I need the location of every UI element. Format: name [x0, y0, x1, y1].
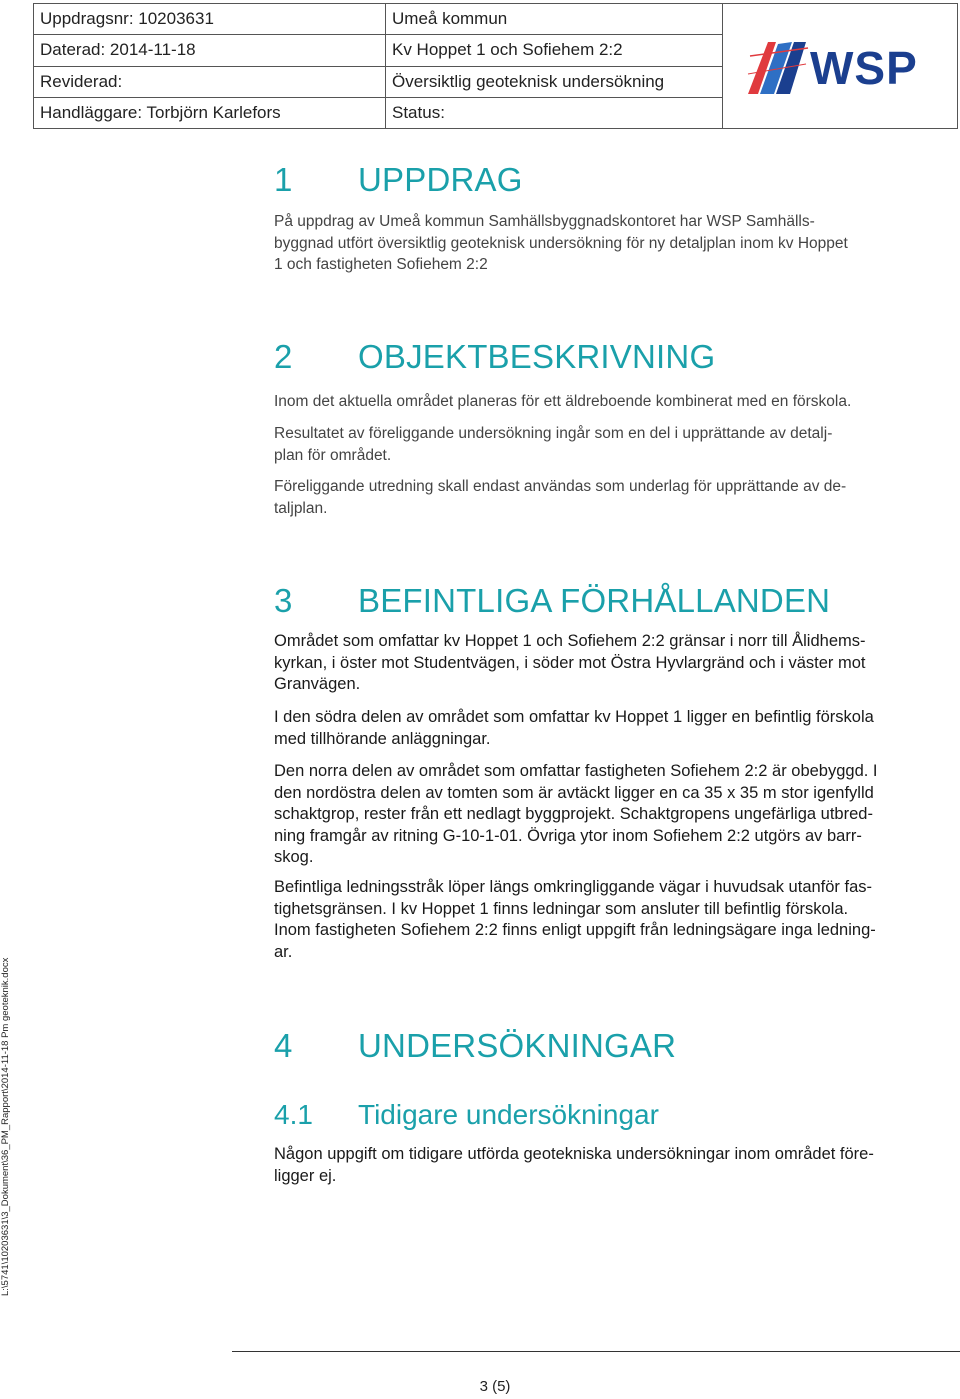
paragraph: Befintliga ledningsstråk löper längs omkringliggande vägar i huvudsak utanför fas- tighetsgränsen. I kv Hoppet 1 finns ledningar som ansluter till befintlig förskola. Inom fastigheten Sofiehem 2:2 finns enligt uppgift från ledningsägare inga ledning- ar.: [274, 878, 876, 961]
subsection-number: 4.1: [274, 1099, 313, 1130]
wsp-logo-text: WSP: [810, 42, 918, 94]
date-field: Daterad: 2014-11-18: [34, 35, 386, 66]
section-number: 3: [274, 582, 293, 619]
subsection-title: Tidigare undersökningar: [358, 1099, 659, 1130]
status-field: Status:: [386, 97, 723, 128]
paragraph: Inom det aktuella området planeras för ett äldreboende kombinerat med en förskola.: [274, 393, 852, 410]
page-number-text: 3 (5): [479, 1378, 511, 1395]
client-name: Umeå kommun: [386, 4, 723, 35]
wsp-logo: [746, 34, 934, 98]
section-number: 2: [274, 338, 293, 375]
paragraph: Föreliggande utredning skall endast användas som underlag för upprättande av de- taljplan.: [274, 478, 847, 517]
handler-field: Handläggare: Torbjörn Karlefors: [34, 97, 386, 128]
subsection-heading-tidigare-undersokningar: [274, 1099, 659, 1131]
paragraph: Resultatet av föreliggande undersökning ingår som en del i upprättande av detalj- plan för området.: [274, 425, 833, 464]
section-number: 1: [274, 161, 293, 198]
section-title: BEFINTLIGA FÖRHÅLLANDEN: [358, 582, 831, 619]
section-heading-objektbeskrivning: [274, 338, 715, 376]
logo-cell: [723, 4, 958, 129]
document-header: [33, 3, 958, 129]
file-path-margin: L:\5741\10203631\3_Dokument\36_PM_Rapport\2014-11-18 Pm geoteknik.docx: [0, 957, 11, 1296]
section-title: UNDERSÖKNINGAR: [358, 1027, 677, 1064]
paragraph: Någon uppgift om tidigare utförda geotekniska undersökningar inom området före- ligger ej.: [274, 1145, 874, 1185]
page-number: [0, 1378, 960, 1395]
section-title: UPPDRAG: [358, 161, 523, 198]
section-heading-uppdrag: [274, 161, 523, 199]
footer-divider: [232, 1351, 960, 1352]
section-heading-undersokningar: [274, 1027, 676, 1065]
revised-field: Reviderad:: [34, 66, 386, 97]
section-number: 4: [274, 1027, 293, 1064]
wsp-logo-mark: [748, 42, 808, 94]
paragraph: På uppdrag av Umeå kommun Samhällsbyggnadskontoret har WSP Samhälls- byggnad utfört översiktlig geoteknisk undersökning för ny detaljplan inom kv Hoppet 1 och fastigheten Sofiehem 2:2: [274, 213, 848, 273]
paragraph: Området som omfattar kv Hoppet 1 och Sofiehem 2:2 gränsar i norr till Ålidhems- kyrkan, i öster mot Studentvägen, i söder mot Östra Hyvlargränd och i väster mot Granvägen.: [274, 632, 866, 693]
paragraph: I den södra delen av området som omfattar kv Hoppet 1 ligger en befintlig förskola med tillhörande anläggningar.: [274, 708, 874, 748]
section-title: OBJEKTBESKRIVNING: [358, 338, 716, 375]
assignment-number: Uppdragsnr: 10203631: [34, 4, 386, 35]
paragraph: Den norra delen av området som omfattar fastigheten Sofiehem 2:2 är obebyggd. I den nordöstra delen av tomten som är avtäckt ligger en ca 35 x 35 m stor igenfylld schaktgrop, rester från ett nedlagt byggprojekt. Schaktgropens ungefärliga utbred- ning framgår av ritning G-10-1-01. Övriga ytor inom Sofiehem 2:2 utgörs av barr- skog.: [274, 762, 878, 866]
section-heading-befintliga-forhallanden: [274, 582, 830, 620]
project-name: Kv Hoppet 1 och Sofiehem 2:2: [386, 35, 723, 66]
subject-field: Översiktlig geoteknisk undersökning: [386, 66, 723, 97]
